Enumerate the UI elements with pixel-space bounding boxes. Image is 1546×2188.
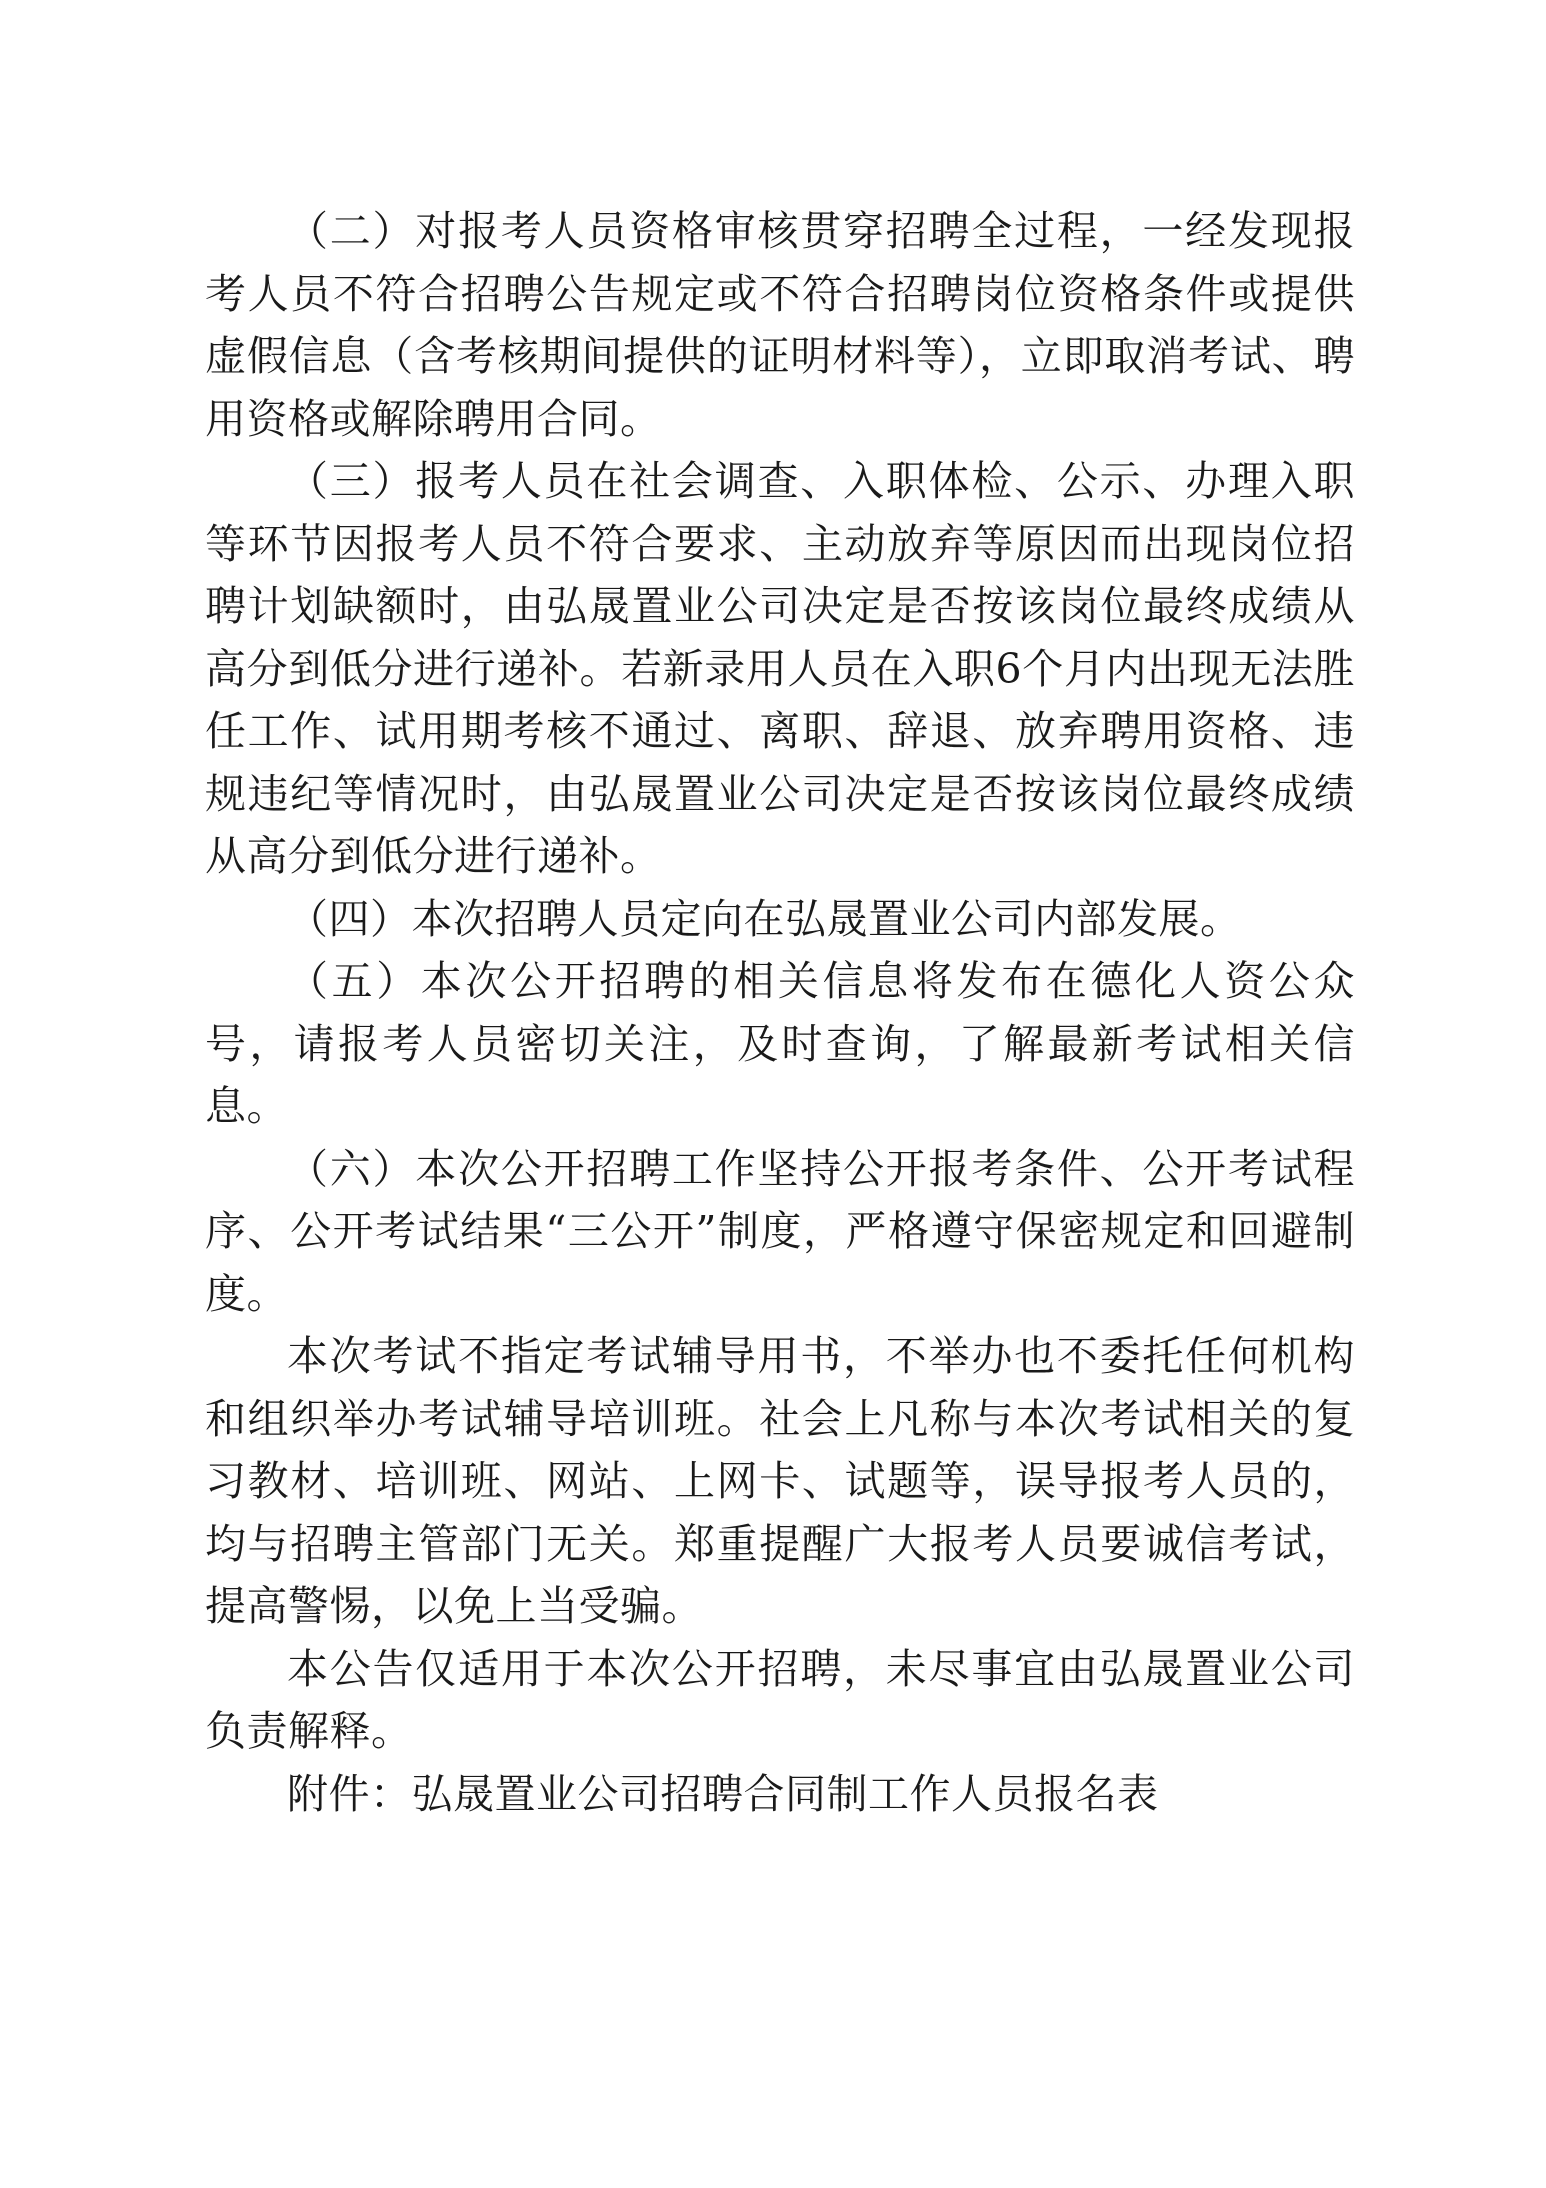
document-body	[205, 200, 1355, 1825]
attachment-line: 附件：弘晟置业公司招聘合同制工作人员报名表	[287, 1769, 1159, 1818]
paragraph-vacancy-replacement: （三）报考人员在社会调查、入职体检、公示、办理入职等环节因报考人员不符合要求、主动放弃等原因而出现岗位招聘计划缺额时，由弘晟置业公司决定是否按该岗位最终成绩从高分到低分进行递补。若新录用人员在入职6个月内出现无法胜任工作、试用期考核不通过、离职、辞退、放弃聘用资格、违规违纪等情况时，由弘晟置业公司决定是否按该岗位最终成绩从高分到低分进行递补。	[205, 457, 1355, 880]
paragraph-information-release: （五）本次公开招聘的相关信息将发布在德化人资公众号，请报考人员密切关注，及时查询，了解最新考试相关信息。	[205, 957, 1355, 1130]
paragraph-qualification-review: （二）对报考人员资格审核贯穿招聘全过程，一经发现报考人员不符合招聘公告规定或不符合招聘岗位资格条件或提供虚假信息（含考核期间提供的证明材料等），立即取消考试、聘用资格或解除聘用合同。	[205, 207, 1355, 443]
paragraph-three-publicity: （六）本次公开招聘工作坚持公开报考条件、公开考试程序、公开考试结果“三公开”制度，严格遵守保密规定和回避制度。	[205, 1144, 1355, 1318]
paragraph-internal-development: （四）本次招聘人员定向在弘晟置业公司内部发展。	[287, 894, 1242, 943]
paragraph-no-tutoring: 本次考试不指定考试辅导用书，不举办也不委托任何机构和组织举办考试辅导培训班。社会上凡称与本次考试相关的复习教材、培训班、网站、上网卡、试题等，误导报考人员的，均与招聘主管部门无关。郑重提醒广大报考人员要诚信考试，提高警惕，以免上当受骗。	[205, 1332, 1355, 1630]
paragraph-interpretation: 本公告仅适用于本次公开招聘，未尽事宜由弘晟置业公司负责解释。	[205, 1644, 1355, 1755]
